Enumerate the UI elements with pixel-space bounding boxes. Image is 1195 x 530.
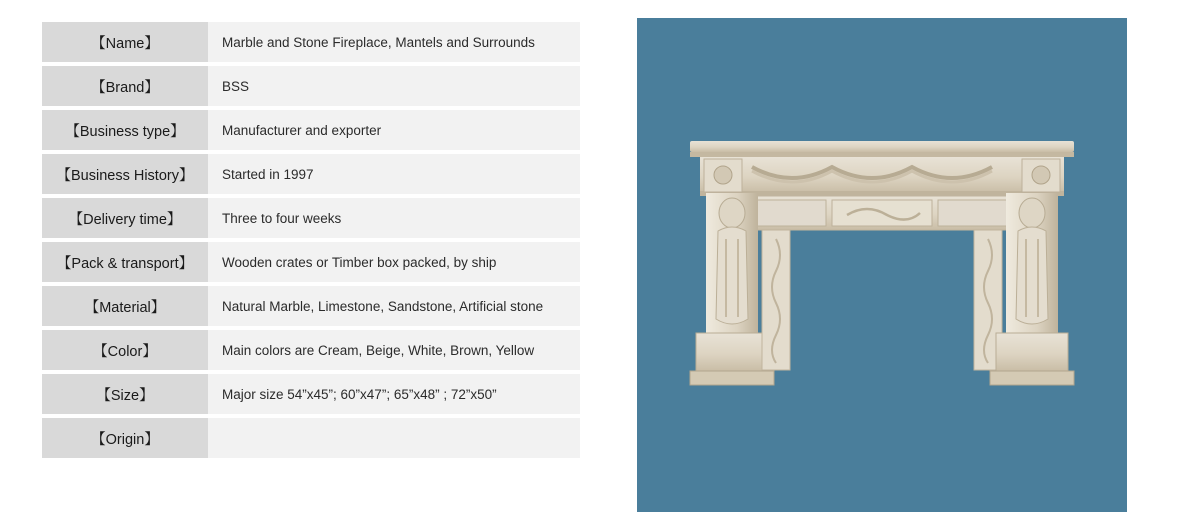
table-row [42, 110, 580, 150]
spec-value: Manufacturer and exporter [208, 110, 580, 150]
spec-label: 【Brand】 [42, 66, 208, 106]
spec-value: Wooden crates or Timber box packed, by ship [208, 242, 580, 282]
spec-label: 【Pack & transport】 [42, 242, 208, 282]
spec-table-body [42, 22, 580, 458]
table-row [42, 330, 580, 370]
spec-value: Marble and Stone Fireplace, Mantels and Surrounds [208, 22, 580, 62]
spec-value: Major size 54”x45”; 60”x47”; 65”x48” ; 72”x50” [208, 374, 580, 414]
table-row [42, 66, 580, 106]
spec-value: Started in 1997 [208, 154, 580, 194]
spec-label: 【Size】 [42, 374, 208, 414]
table-row [42, 22, 580, 62]
spec-value [208, 418, 580, 458]
spec-value: Three to four weeks [208, 198, 580, 238]
table-row [42, 154, 580, 194]
spec-label: 【Business History】 [42, 154, 208, 194]
table-row [42, 242, 580, 282]
table-row [42, 418, 580, 458]
fireplace-illustration [682, 135, 1082, 395]
product-image-panel [637, 18, 1127, 512]
product-spec-table [42, 18, 580, 462]
spec-label: 【Color】 [42, 330, 208, 370]
spec-label: 【Name】 [42, 22, 208, 62]
spec-label: 【Delivery time】 [42, 198, 208, 238]
spec-value: BSS [208, 66, 580, 106]
spec-label: 【Origin】 [42, 418, 208, 458]
table-row [42, 198, 580, 238]
spec-label: 【Material】 [42, 286, 208, 326]
spec-value: Natural Marble, Limestone, Sandstone, Artificial stone [208, 286, 580, 326]
spec-label: 【Business type】 [42, 110, 208, 150]
spec-value: Main colors are Cream, Beige, White, Brown, Yellow [208, 330, 580, 370]
table-row [42, 286, 580, 326]
table-row [42, 374, 580, 414]
